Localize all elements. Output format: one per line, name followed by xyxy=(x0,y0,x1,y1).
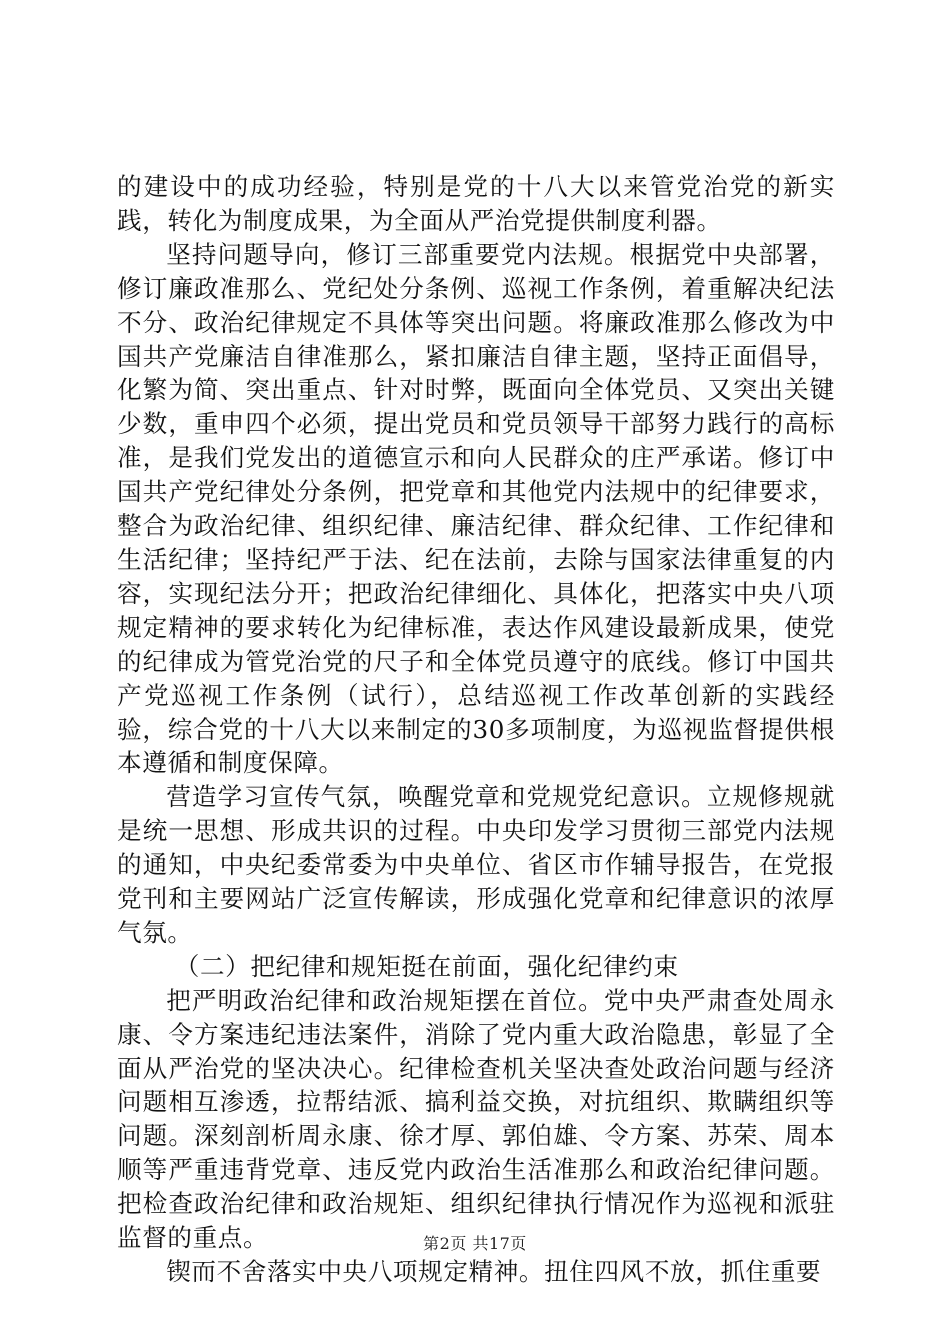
paragraph-political-discipline: 把严明政治纪律和政治规矩摆在首位。党中央严肃查处周永康、令方案违纪违法案件，消除了党内重大政治隐患，彰显了全面从严治党的坚决决心。纪律检查机关坚决查处政治问题与经济问题相互渗透，拉帮结派、搞利益交换，对抗组织、欺瞒组织等问题。深刻剖析周永康、徐才厚、郭伯雄、令方案、苏荣、周本顺等严重违背党章、违反党内政治生活准那么和政治纪律问题。把检查政治纪律和政治规矩、组织纪律执行情况作为巡视和派驻监督的重点。 xyxy=(117,985,835,1253)
section-heading: （二）把纪律和规矩挺在前面，强化纪律约束 xyxy=(174,951,679,981)
paragraph-study-publicity: 营造学习宣传气氛，唤醒党章和党规党纪意识。立规修规就是统一思想、形成共识的过程。中央印发学习贯彻三部党内法规的通知，中央纪委常委为中央单位、省区市作辅导报告，在党报党刊和主要网站广泛宣传解读，形成强化党章和纪律意识的浓厚气氛。 xyxy=(117,782,835,947)
document-body xyxy=(117,170,835,1289)
page-number-footer: 第2页 共17页 xyxy=(423,1234,527,1253)
paragraph-eight-provisions: 锲而不舍落实中央八项规定精神。扭住四风不放，抓住重要 xyxy=(166,1257,822,1286)
paragraph-revise-regulations: 坚持问题导向，修订三部重要党内法规。根据党中央部署，修订廉政准那么、党纪处分条例、巡视工作条例，着重解决纪法不分、政治纪律规定不具体等突出问题。将廉政准那么修改为中国共产党廉洁自律准那么，紧扣廉洁自律主题，坚持正面倡导，化繁为简、突出重点、针对时弊，既面向全体党员、又突出关键少数，重申四个必须，提出党员和党员领导干部努力践行的高标准，是我们党发出的道德宣示和向人民群众的庄严承诺。修订中国共产党纪律处分条例，把党章和其他党内法规中的纪律要求，整合为政治纪律、组织纪律、廉洁纪律、群众纪律、工作纪律和生活纪律；坚持纪严于法、纪在法前，去除与国家法律重复的内容，实现纪法分开；把政治纪律细化、具体化，把落实中央八项规定精神的要求转化为纪律标准，表达作风建设最新成果，使党的纪律成为管党治党的尺子和全体党员遵守的底线。修订中国共产党巡视工作条例（试行），总结巡视工作改革创新的实践经验，综合党的十八大以来制定的30多项制度，为巡视监督提供根本遵循和制度保障。 xyxy=(117,239,835,778)
paragraph-continuation: 的建设中的成功经验，特别是党的十八大以来管党治党的新实践，转化为制度成果，为全面从严治党提供制度利器。 xyxy=(117,172,835,235)
